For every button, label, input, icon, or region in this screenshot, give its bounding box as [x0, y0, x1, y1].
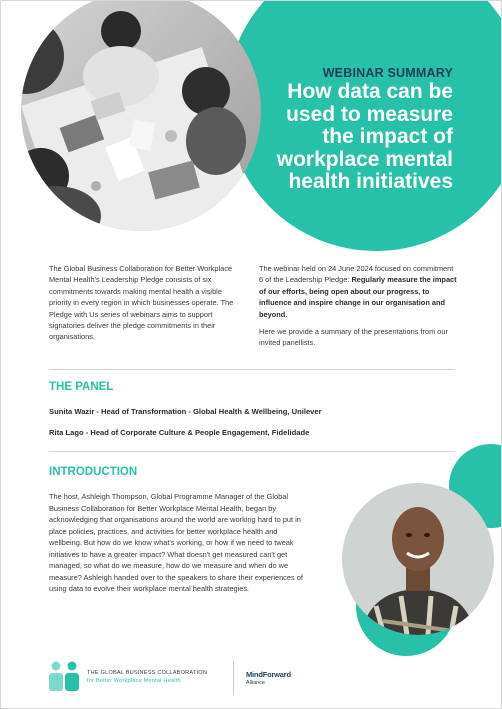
- intro-right-paragraph: [259, 263, 457, 320]
- mindforward-logo: [246, 671, 291, 687]
- title-line: How data can be: [287, 80, 453, 103]
- intro-left-paragraph: The Global Business Collaboration for Better Workplace Mental Health's Leadership Pledge consists of six commitments towards making mental health a visible priority in every region in which businesses operate. The Pledge with Us series of webinars aims to support signatories deliver the pledge commitments in their organisations.: [49, 264, 234, 342]
- title-line: health initiatives: [288, 170, 453, 193]
- intro-right-followup: Here we provide a summary of the presentations from our invited panellists.: [259, 327, 448, 348]
- panelist-1: Sunita Wazir - Head of Transformation - Global Health & Wellbeing, Unilever: [49, 407, 322, 416]
- gbc-logo-line1: THE GLOBAL BUSINESS COLLABORATION: [87, 670, 208, 676]
- eyebrow-label: WEBINAR SUMMARY: [322, 66, 453, 80]
- footer-divider: [233, 661, 234, 695]
- intro-right-lead: The webinar held on 24 June 2024 focused on commitment 6 of the Leadership Pledge:: [259, 264, 454, 285]
- title-line: used to measure: [286, 102, 453, 126]
- two-people-logo-icon: [47, 661, 81, 691]
- introduction-paragraph: The host, Ashleigh Thompson, Global Programme Manager of the Global Business Collaboration for Better Workplace Mental Health, began by acknowledging that organisations around the world are working hard to put in place policies, practices, and activities for better workplace health and wellbeing. But how do we know what's working, or how if we need to tweak initiatives to have a greater impact? What doesn't get measured can't get managed, so what do we measure, how do we measure and when do we measure? Ashleigh handed over to the speakers to share their experiences of using data to evolve their workplace mental health strategies.: [49, 492, 303, 593]
- gbc-logo-line2: for Better Workplace Mental Health: [87, 677, 181, 684]
- intro-right-column: [259, 263, 457, 355]
- title-line: the impact of: [322, 125, 453, 148]
- divider: [49, 369, 455, 370]
- title-line: workplace mental: [276, 147, 453, 171]
- introduction-heading: INTRODUCTION: [49, 466, 138, 478]
- panelist-2: Rita Lago - Head of Corporate Culture & People Engagement, Fidelidade: [49, 428, 310, 437]
- panel-heading: THE PANEL: [49, 381, 114, 393]
- mindforward-logo-main: MindForward: [246, 670, 291, 679]
- host-portrait-graphic: [321, 431, 502, 661]
- page-title: [203, 81, 453, 194]
- intro-right-commitment: Regularly measure the impact of our efforts, being open about our progress, to influence and inspire change in our organisation and beyond.: [259, 275, 457, 319]
- mindforward-logo-sub: Alliance: [246, 680, 265, 686]
- gbc-logo-text: [87, 670, 207, 685]
